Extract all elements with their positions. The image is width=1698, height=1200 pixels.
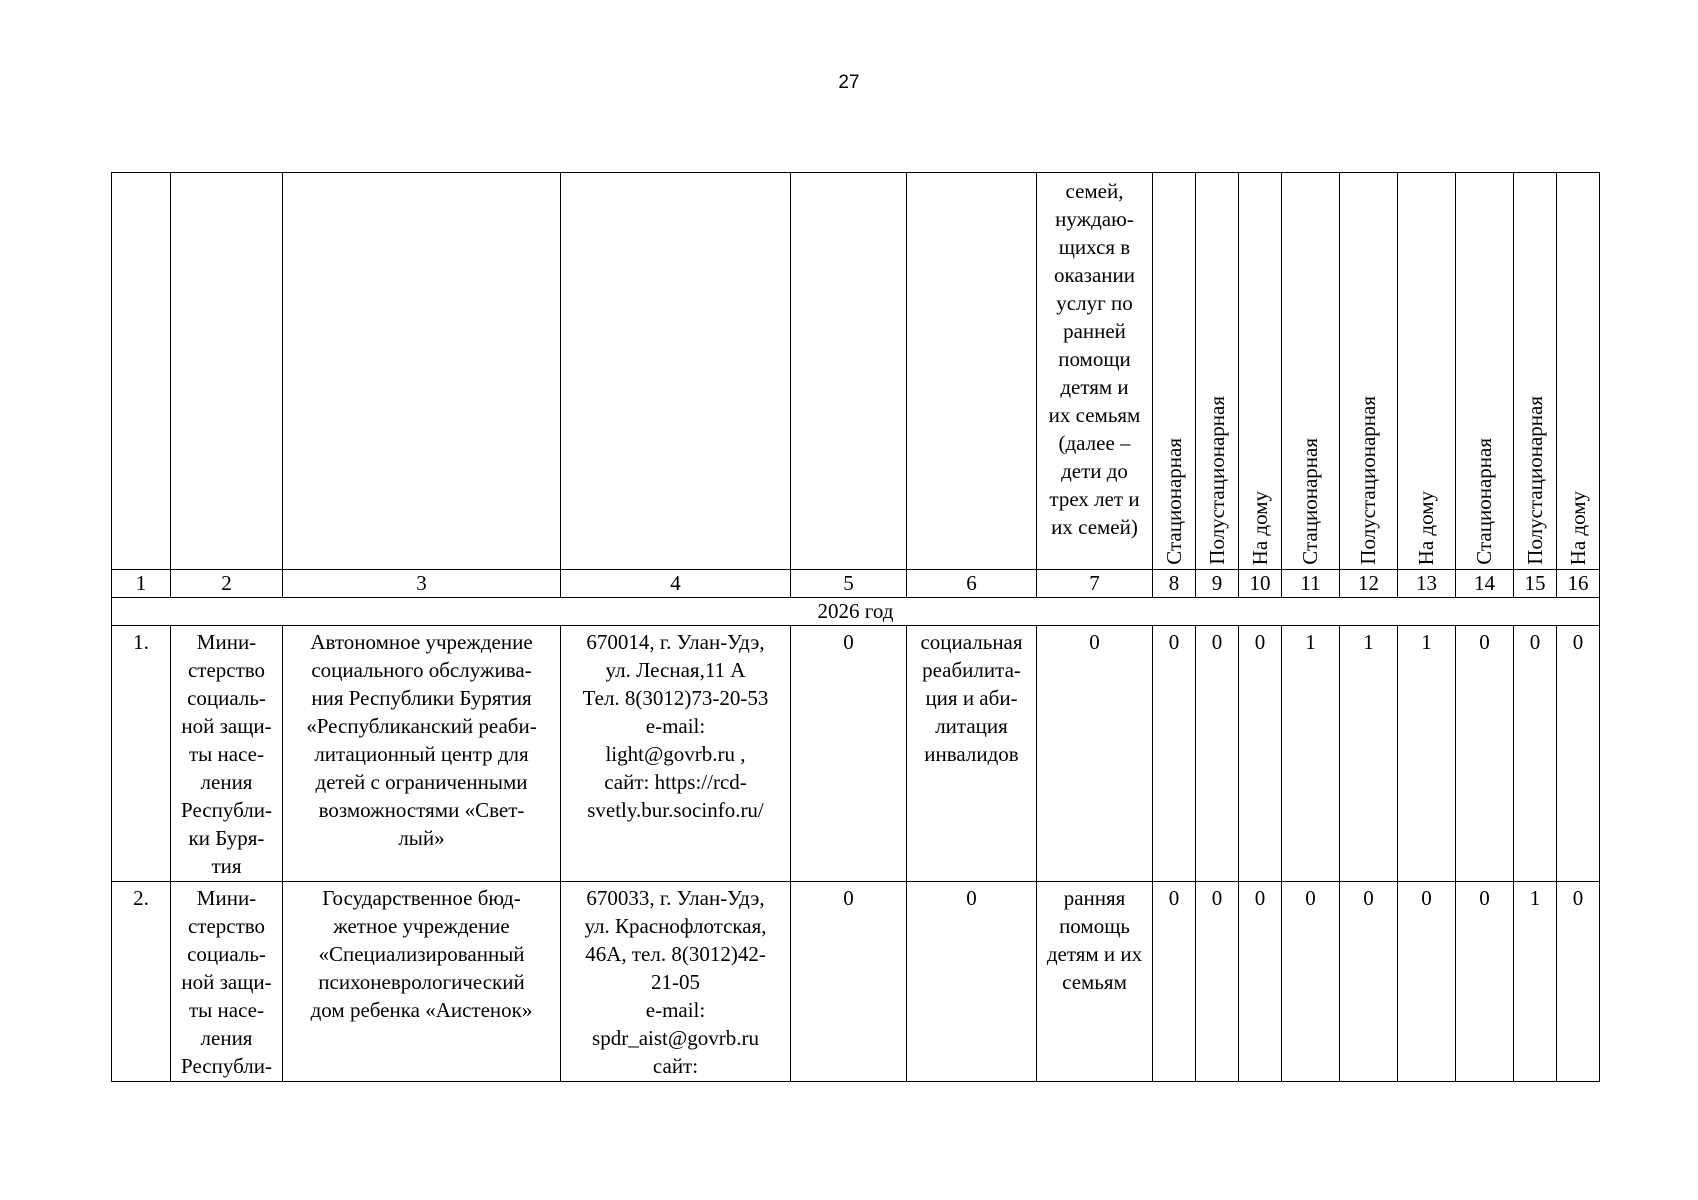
table-row [112, 626, 1600, 882]
service-type-cell: социальная реабилита- ция и аби- литация инвалидов [907, 626, 1037, 882]
column-number: 9 [1196, 570, 1239, 598]
value-cell: 0 [1398, 882, 1456, 1082]
column-number: 13 [1398, 570, 1456, 598]
column-number: 10 [1239, 570, 1282, 598]
value-cell: 0 [1514, 626, 1557, 882]
header-cell-5 [791, 173, 907, 570]
year-label: 2026 год [112, 598, 1600, 626]
header-vertical-14 [1456, 173, 1514, 570]
header-cell-7: семей, нуждаю- щихся в оказании услуг по ранней помощи детям и их семьям (далее – дети до трех лет и их семей) [1037, 173, 1153, 570]
vertical-label: На дому [1414, 490, 1438, 565]
header-vertical-16 [1557, 173, 1600, 570]
row-number: 1. [112, 626, 171, 882]
value-cell: 1 [1398, 626, 1456, 882]
vertical-label: Полустационарная [1522, 396, 1547, 565]
header-cell-2 [171, 173, 283, 570]
column-number: 15 [1514, 570, 1557, 598]
header-vertical-9 [1196, 173, 1239, 570]
value-cell: 0 [1196, 882, 1239, 1082]
header-vertical-10 [1239, 173, 1282, 570]
page-number: 27 [838, 72, 860, 93]
institution-cell: Автономное учреждение социального обслужива- ния Республики Бурятия «Республиканский реаби- литационный центр для детей с ограниченными возможностями «Свет- лый» [283, 626, 561, 882]
header-cell-6 [907, 173, 1037, 570]
column-number: 16 [1557, 570, 1600, 598]
value-cell: 0 [1153, 626, 1196, 882]
value-cell: 0 [1282, 882, 1340, 1082]
header-row [112, 173, 1600, 570]
column-number: 2 [171, 570, 283, 598]
ministry-cell: Мини- стерство социаль- ной защи- ты насе- ления Республи- [171, 882, 283, 1082]
value-cell: 0 [1340, 882, 1398, 1082]
vertical-label: Стационарная [1161, 438, 1186, 565]
header-vertical-15 [1514, 173, 1557, 570]
vertical-label: Полустационарная [1356, 396, 1380, 565]
header-vertical-8 [1153, 173, 1196, 570]
value-cell: 0 [1037, 626, 1153, 882]
column-number: 14 [1456, 570, 1514, 598]
contacts-cell: 670014, г. Улан-Удэ, ул. Лесная,11 А Тел. 8(3012)73-20-53 e-mail: light@govrb.ru , сайт: https://rcd- svetly.bur.socinfo.ru/ [561, 626, 791, 882]
header-cell-1 [112, 173, 171, 570]
row-number: 2. [112, 882, 171, 1082]
column-number: 1 [112, 570, 171, 598]
service-type-cell: 0 [907, 882, 1037, 1082]
column-number-row [112, 570, 1600, 598]
institution-cell: Государственное бюд- жетное учреждение «Специализированный психоневрологический дом ребенка «Аистенок» [283, 882, 561, 1082]
column-number: 7 [1037, 570, 1153, 598]
services-table [111, 172, 1600, 1082]
header-vertical-13 [1398, 173, 1456, 570]
column-number: 11 [1282, 570, 1340, 598]
value-cell: 0 [1239, 882, 1282, 1082]
value-cell: 0 [791, 882, 907, 1082]
contacts-cell: 670033, г. Улан-Удэ, ул. Краснофлотская, 46А, тел. 8(3012)42- 21-05 e-mail: spdr_aist@govrb.ru сайт: [561, 882, 791, 1082]
value-cell: 1 [1282, 626, 1340, 882]
value-cell: 0 [1456, 882, 1514, 1082]
header-vertical-12 [1340, 173, 1398, 570]
year-row [112, 598, 1600, 626]
header-cell-4 [561, 173, 791, 570]
vertical-label: На дому [1247, 490, 1272, 565]
ministry-cell: Мини- стерство социаль- ной защи- ты насе- ления Республи- ки Буря- тия [171, 626, 283, 882]
vertical-label: Стационарная [1472, 438, 1496, 565]
value-cell: 0 [1456, 626, 1514, 882]
vertical-label: На дому [1565, 490, 1590, 565]
value-cell: 1 [1340, 626, 1398, 882]
value-cell: 0 [1196, 626, 1239, 882]
header-vertical-11 [1282, 173, 1340, 570]
column-number: 3 [283, 570, 561, 598]
value-cell: 0 [1557, 626, 1600, 882]
column-number: 12 [1340, 570, 1398, 598]
header-cell-3 [283, 173, 561, 570]
column-number: 4 [561, 570, 791, 598]
column-number: 6 [907, 570, 1037, 598]
column-number: 8 [1153, 570, 1196, 598]
value-cell: 0 [1557, 882, 1600, 1082]
value-cell: 1 [1514, 882, 1557, 1082]
column-number: 5 [791, 570, 907, 598]
value-cell: 0 [1153, 882, 1196, 1082]
value-cell: 0 [1239, 626, 1282, 882]
vertical-label: Стационарная [1298, 438, 1322, 565]
value-cell: 0 [791, 626, 907, 882]
table-row [112, 882, 1600, 1082]
vertical-label: Полустационарная [1204, 396, 1229, 565]
value-cell: ранняя помощь детям и их семьям [1037, 882, 1153, 1082]
